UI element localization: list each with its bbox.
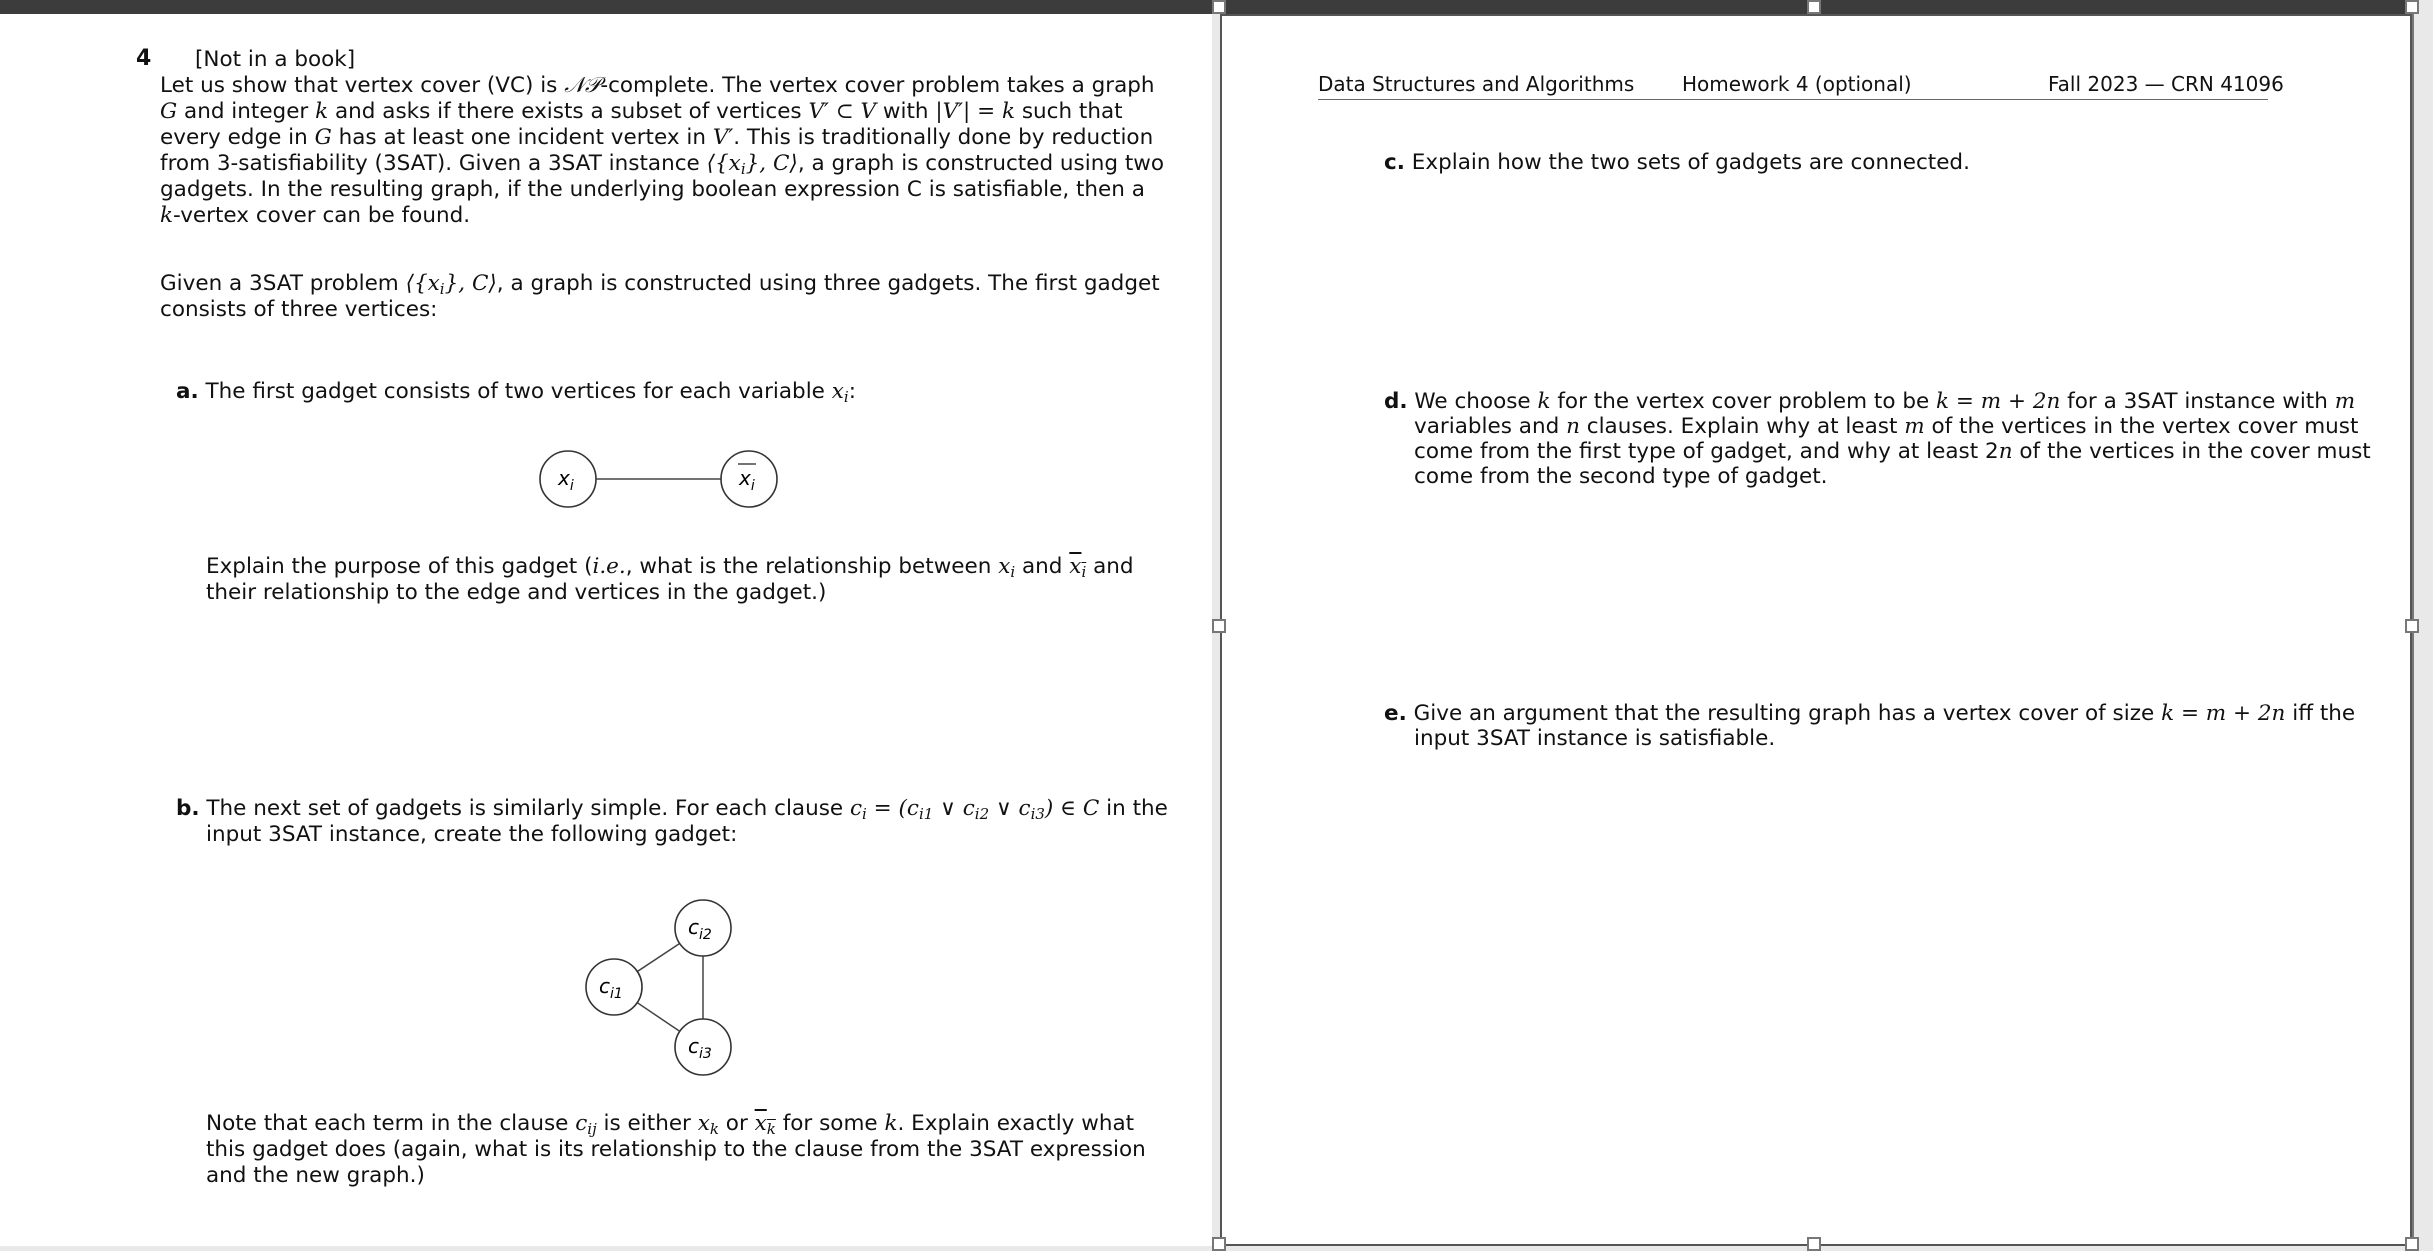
part-b-note-line-2: this gadget does (again, what is its relationship to the clause from the 3SAT expression bbox=[206, 1137, 1146, 1162]
part-c-text: c. Explain how the two sets of gadgets are connected. bbox=[1384, 150, 1970, 175]
given-line-1: Given a 3SAT problem $⟨\{x_i\}$, C⟩, a graph is constructed using three gadgets. The first gadget bbox=[160, 271, 1160, 298]
intro-line-4: from 3-satisfiability (3SAT). Given a 3SAT instance $⟨\{x_i\}$, C⟩, a graph is constructed using two bbox=[160, 151, 1165, 178]
clause-gadget-graph bbox=[575, 884, 755, 1084]
selection-handle-middle-left[interactable] bbox=[1212, 619, 1226, 633]
selection-handle-top-middle[interactable] bbox=[1807, 0, 1821, 14]
header-assignment: Homework 4 (optional) bbox=[1682, 72, 1912, 96]
selection-handle-bottom-left[interactable] bbox=[1212, 1237, 1226, 1251]
vertex-c-i3-label: $c_{i3}$ bbox=[688, 1034, 712, 1062]
part-e-label: e. bbox=[1384, 701, 1407, 726]
vertex-c-i2-label: $c_{i2}$ bbox=[688, 915, 712, 943]
header-term: Fall 2023 — CRN 41096 bbox=[2048, 72, 2284, 96]
question-tag: [Not in a book] bbox=[195, 47, 356, 72]
given-line-2: consists of three vertices: bbox=[160, 297, 438, 322]
selection-handle-top-right[interactable] bbox=[2405, 0, 2419, 14]
intro-line-2: G and integer k and asks if there exists a subset of vertices V′ ⊂ V with |V′| = k such that bbox=[160, 99, 1123, 124]
part-a-explain-line-1: Explain the purpose of this gadget (i.e., what is the relationship between $x_i$ and $\overline{x}_{\overline{i}}$ and bbox=[206, 554, 1134, 581]
part-e-line-1: e. Give an argument that the resulting graph has a vertex cover of size k = m + 2n iff the bbox=[1384, 701, 2356, 726]
part-d-line-1: d. We choose k for the vertex cover problem to be k = m + 2n for a 3SAT instance with m bbox=[1384, 389, 2356, 414]
intro-line-6: k-vertex cover can be found. bbox=[160, 203, 471, 228]
vertex-x-i-negated-label: $x_i$ bbox=[739, 466, 755, 494]
document-page-left bbox=[0, 14, 1212, 1246]
part-e-line-2: input 3SAT instance is satisfiable. bbox=[1414, 726, 1776, 751]
part-b-note-line-3: and the new graph.) bbox=[206, 1163, 425, 1188]
selection-handle-bottom-middle[interactable] bbox=[1807, 1237, 1821, 1251]
part-a-explain-line-2: their relationship to the edge and vertices in the gadget.) bbox=[206, 580, 827, 605]
part-d-label: d. bbox=[1384, 389, 1408, 414]
header-rule bbox=[1318, 99, 2268, 100]
part-c-label: c. bbox=[1384, 150, 1405, 175]
intro-line-5: gadgets. In the resulting graph, if the underlying boolean expression C is satisfiable, then a bbox=[160, 177, 1145, 202]
part-d-line-4: come from the second type of gadget. bbox=[1414, 464, 1828, 489]
part-d-line-3: come from the first type of gadget, and why at least 2n of the vertices in the cover must bbox=[1414, 439, 2371, 464]
part-a-text: a. The first gadget consists of two vertices for each variable $x_i$: bbox=[176, 379, 856, 406]
part-b-line-1: b. The next set of gadgets is similarly simple. For each clause $c_i = (c_{i1}$ ∨ $c_{i2}$ ∨ $c_{i3}$) ∈ C in the bbox=[176, 796, 1168, 823]
selection-handle-bottom-right[interactable] bbox=[2405, 1237, 2419, 1251]
part-b-note-line-1: Note that each term in the clause $c_{ij}$ is either $x_k$ or $\overline{x}_{\overline{k}}$ for some k. Explain exactly what bbox=[206, 1111, 1135, 1138]
vertex-x-i-label: $x_i$ bbox=[558, 466, 574, 494]
selection-handle-middle-right[interactable] bbox=[2405, 619, 2419, 633]
question-number: 4 bbox=[136, 46, 152, 71]
part-b-line-2: input 3SAT instance, create the following gadget: bbox=[206, 822, 738, 847]
selection-handle-top-left[interactable] bbox=[1212, 0, 1226, 14]
vertex-c-i1-label: $c_{i1}$ bbox=[599, 974, 623, 1002]
intro-line-1: Let us show that vertex cover (VC) is 𝒩𝒫-complete. The vertex cover problem takes a graph bbox=[160, 73, 1155, 98]
intro-line-3: every edge in G has at least one incident vertex in V′. This is traditionally done by reduction bbox=[160, 125, 1154, 150]
part-b-label: b. bbox=[176, 796, 200, 821]
document-page-right bbox=[1220, 14, 2412, 1246]
header-course: Data Structures and Algorithms bbox=[1318, 72, 1635, 96]
variable-gadget-graph bbox=[530, 444, 790, 514]
part-d-line-2: variables and n clauses. Explain why at least m of the vertices in the vertex cover must bbox=[1414, 414, 2359, 439]
part-a-label: a. bbox=[176, 379, 199, 404]
